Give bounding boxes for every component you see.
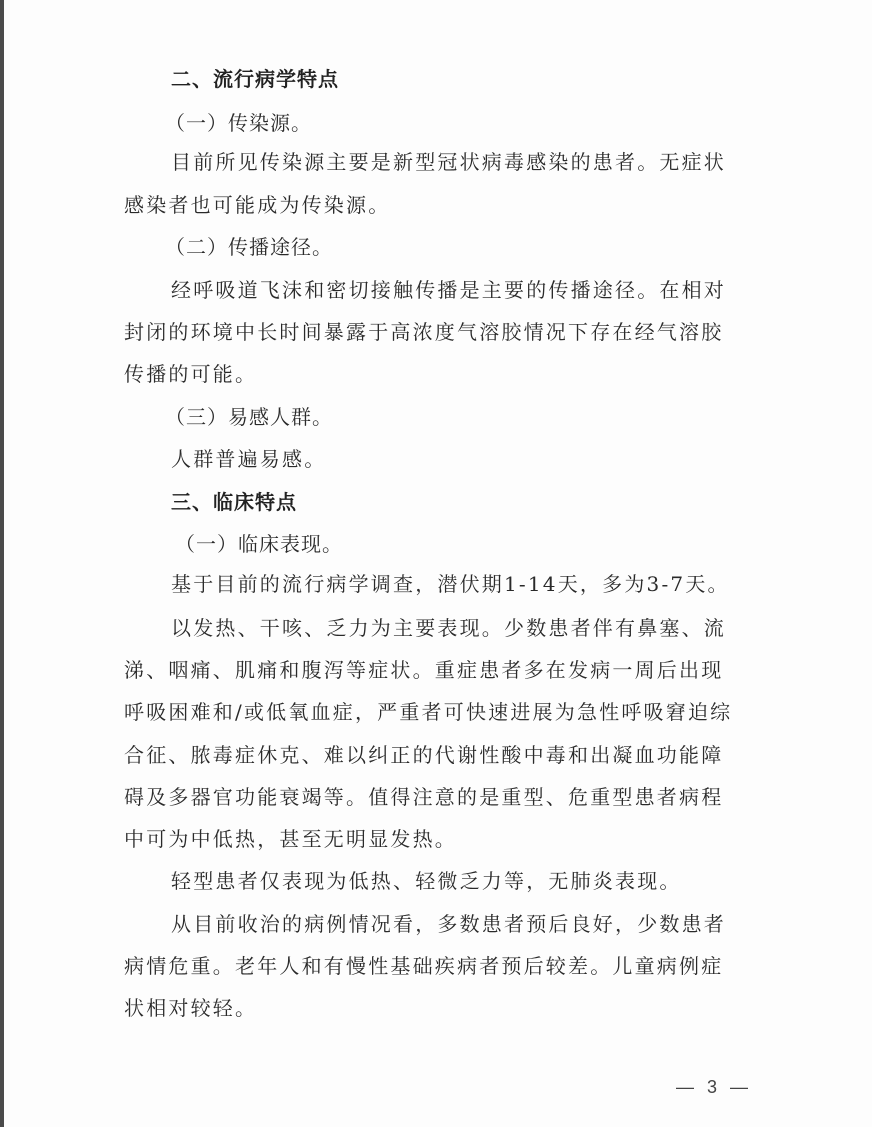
paragraph-line: 中可为中低热，甚至无明显发热。 (124, 827, 457, 851)
paragraph-line: 从目前收治的病例情况看，多数患者预后良好，少数患者 (171, 912, 726, 936)
subsection-title: （二）传播途径。 (165, 235, 333, 259)
subsection-title: （一）传染源。 (165, 111, 312, 135)
paragraph-line: 合征、脓毒症休克、难以纠正的代谢性酸中毒和出凝血功能障 (124, 743, 724, 767)
paragraph-line: 传播的可能。 (124, 362, 258, 386)
paragraph-line: 感染者也可能成为传染源。 (124, 193, 391, 217)
paragraph-line: 以发热、干咳、乏力为主要表现。少数患者伴有鼻塞、流 (171, 616, 726, 640)
paragraph-line: 经呼吸道飞沫和密切接触传播是主要的传播途径。在相对 (171, 278, 726, 302)
paragraph-line: 碍及多器官功能衰竭等。值得注意的是重型、危重型患者病程 (124, 785, 724, 809)
paragraph-line: 涕、咽痛、肌痛和腹泻等症状。重症患者多在发病一周后出现 (124, 658, 724, 682)
subsection-title: （一）临床表现。 (175, 532, 343, 556)
paragraph-line: 目前所见传染源主要是新型冠状病毒感染的患者。无症状 (171, 150, 726, 174)
subsection-title: （三）易感人群。 (165, 405, 333, 429)
paragraph-line: 封闭的环境中长时间暴露于高浓度气溶胶情况下存在经气溶胶 (124, 320, 724, 344)
paragraph-line: 病情危重。老年人和有慢性基础疾病者预后较差。儿童病例症 (124, 954, 724, 978)
paragraph-line: 人群普遍易感。 (171, 447, 327, 471)
paragraph-line: 轻型患者仅表现为低热、轻微乏力等，无肺炎表现。 (171, 869, 682, 893)
paragraph-line: 状相对较轻。 (124, 996, 258, 1020)
page-number: — 3 — (676, 1077, 753, 1097)
section-heading: 二、流行病学特点 (171, 67, 339, 91)
section-heading: 三、临床特点 (171, 490, 297, 514)
paragraph-line: 呼吸困难和/或低氧血症，严重者可快速进展为急性呼吸窘迫综 (124, 700, 733, 724)
paragraph-line: 基于目前的流行病学调查，潜伏期1-14天，多为3-7天。 (171, 572, 730, 596)
